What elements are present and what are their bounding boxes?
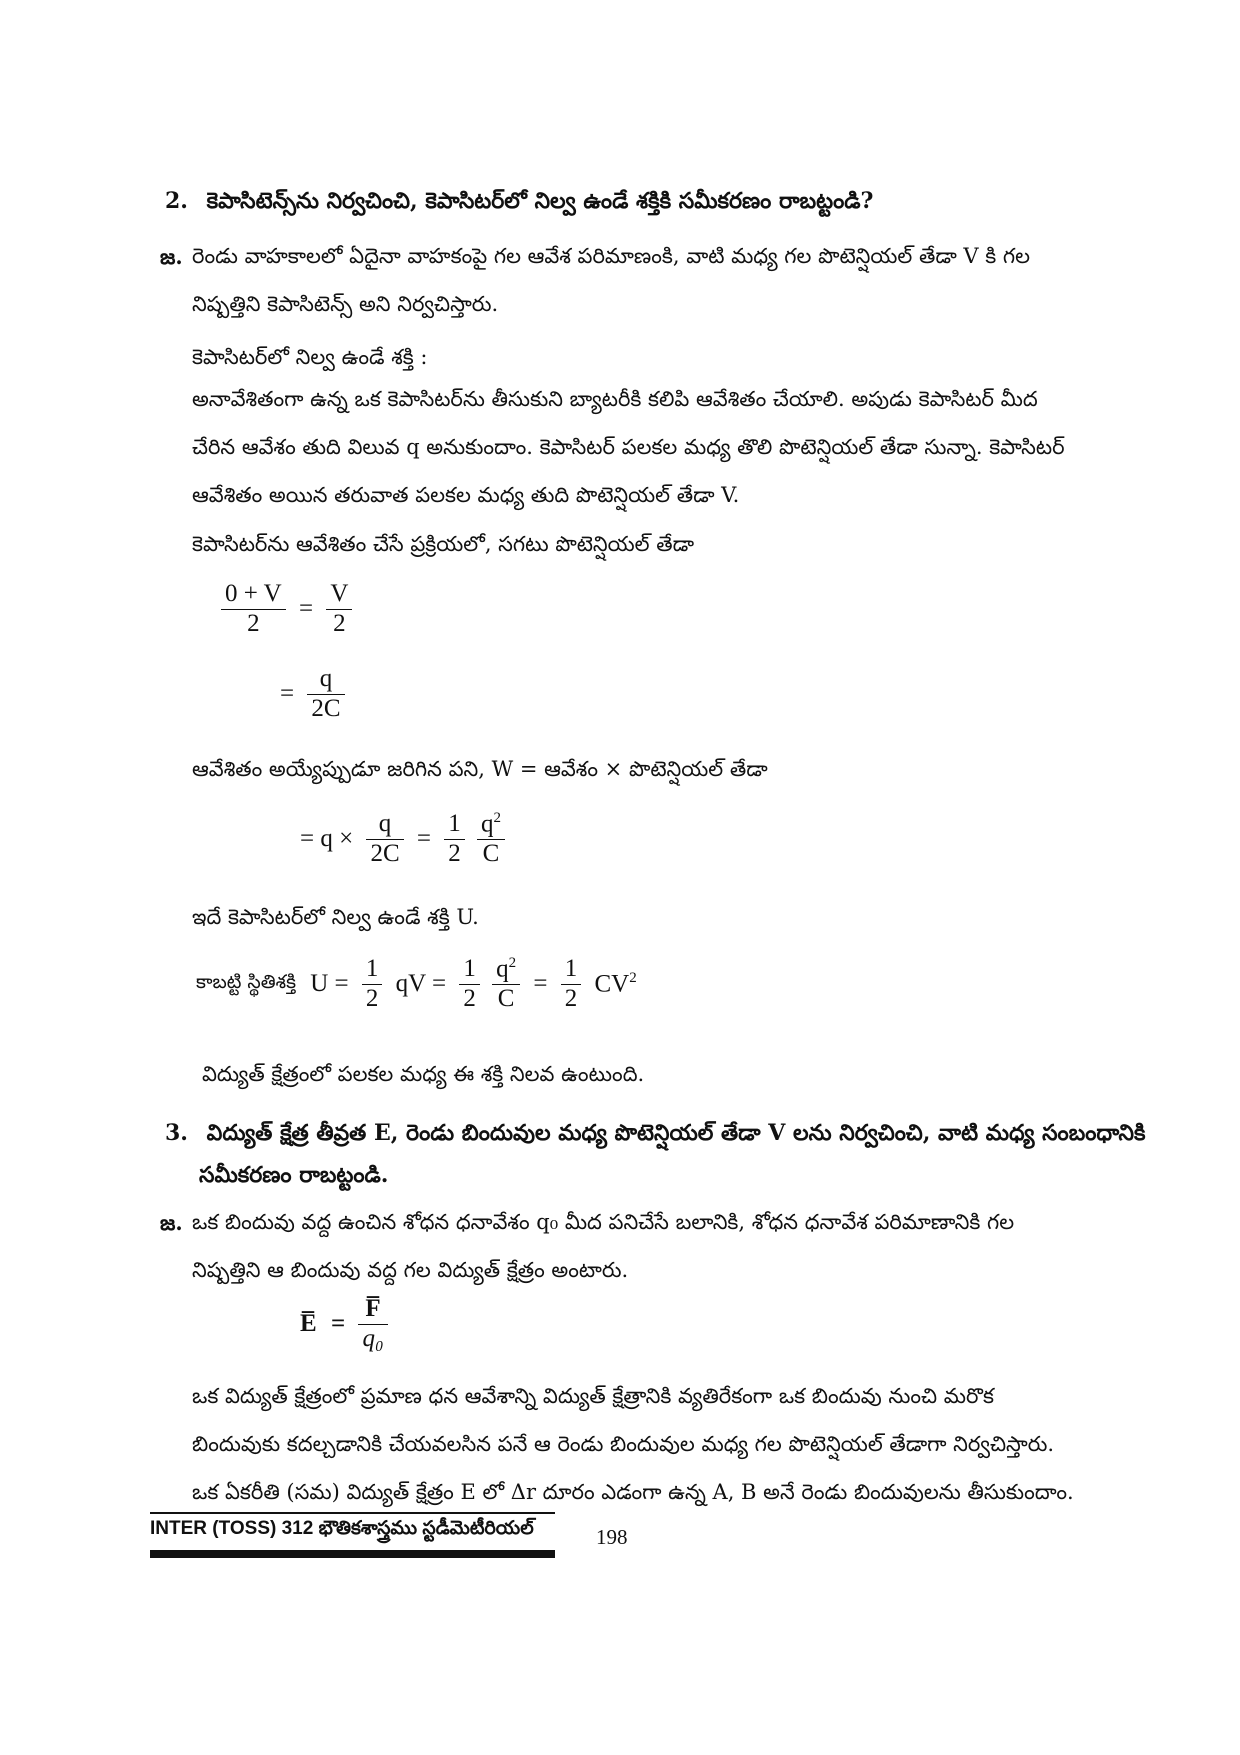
potential-energy-formula: కాబట్టి స్థితిశక్తి U = $\frac{1}{2}$ qV = $\frac{1}{2}$ $\frac{q^2}{C}$ = $\frac{1}{2}$ $CV^2$ <box>196 955 637 1013</box>
fraction-q-over-2c: $\frac{q}{2C}$ <box>307 665 344 724</box>
fraction-one-half: $\frac{1}{2}$ <box>444 810 465 869</box>
fraction-0-plus-v-over-2: $\frac{0 + V}{2}$ <box>221 580 286 639</box>
question-2-heading <box>165 188 873 214</box>
fraction-q-squared-over-c: $\frac{q^2}{C}$ <box>477 810 505 869</box>
q-over-2c-formula: = $\frac{q}{2C}$ <box>276 665 348 724</box>
footer-top-rule <box>150 1512 555 1514</box>
footer-title: INTER (TOSS) 312 భౌతికశాస్త్రము స్టడీమెటీరియల్ <box>150 1518 534 1539</box>
fraction-one-half-b: $\frac{1}{2}$ <box>459 955 480 1014</box>
average-potential-line: కెపాసిటర్‌ను ఆవేశితం చేసే ప్రక్రియలో, సగటు పొటెన్షియల్ తేడా <box>192 532 694 556</box>
potential-difference-line-1: ఒక విద్యుత్ క్షేత్రంలో ప్రమాణ ధన ఆవేశాన్ని విద్యుత్ క్షేత్రానికి వ్యతిరేకంగా ఒక బిందువు నుంచి మరొక <box>192 1384 994 1408</box>
answer-3-definition <box>192 1198 1092 1294</box>
answer-3-line-1: ఒక బిందువు వద్ద ఉంచిన శోధన ధనావేశం q₀ మీద పనిచేసే బలానికి, శోధన ధనావేశ పరిమాణానికి గల <box>192 1210 1015 1234</box>
fraction-one-half-a: $\frac{1}{2}$ <box>362 955 383 1014</box>
footer-bottom-rule <box>150 1550 555 1558</box>
energy-heading: కెపాసిటర్‌లో నిల్వ ఉండే శక్తి : <box>192 345 428 369</box>
fraction-v-over-2: $\frac{V}{2}$ <box>326 580 352 639</box>
fraction-q-squared-over-c-b: $\frac{q^2}{C}$ <box>492 955 520 1014</box>
answer-2-definition <box>192 232 1092 328</box>
page-number: 198 <box>596 1525 628 1549</box>
energy-paragraph-line-1: అనావేశితంగా ఉన్న ఒక కెపాసిటర్‌ను తీసుకుని బ్యాటరీకి కలిపి ఆవేశితం చేయాలి. అపుడు కెపాసిటర్ మీద <box>192 387 1038 411</box>
answer-2-marker: జ. <box>160 244 183 269</box>
fraction-q-over-2c-b: $\frac{q}{2C}$ <box>366 810 403 869</box>
work-done-line: ఆవేశితం అయ్యేప్పుడూ జరిగిన పని, W = ఆవేశం × పొటెన్షియల్ తేడా <box>192 757 768 781</box>
energy-paragraph-line-2: చేరిన ఆవేశం తుది విలువ q అనుకుందాం. కెపాసిటర్ పలకల మధ్య తొలి పొటెన్షియల్ తేడా సున్నా. కెపాసిటర్ <box>192 435 1065 459</box>
question-2-number: 2. <box>165 188 188 214</box>
potential-difference-line-3: ఒక ఏకరీతి (సమ) విద్యుత్ క్షేత్రం E లో Δr దూరం ఎడంగా ఉన్న A, B అనే రెండు బిందువులను తీసుకుందాం. <box>192 1480 1074 1504</box>
question-3-title-line-1: విద్యుత్ క్షేత్ర తీవ్రత E, రెండు బిందువుల మధ్య పొటెన్షియల్ తేడా V లను నిర్వచించి, వాటి మధ్య సంబంధానికి <box>206 1120 1146 1146</box>
potential-difference-line-2: బిందువుకు కదల్చడానికి చేయవలసిన పనే ఆ రెండు బిందువుల మధ్య గల పొటెన్షియల్ తేడాగా నిర్వచిస్తారు. <box>192 1432 1055 1456</box>
field-energy-line: విద్యుత్ క్షేత్రంలో పలకల మధ్య ఈ శక్తి నిలవ ఉంటుంది. <box>202 1062 645 1086</box>
potential-difference-paragraph <box>192 1372 1092 1516</box>
answer-2-line-1: రెండు వాహకాలలో ఏదైనా వాహకంపై గల ఆవేశ పరిమాణంకి, వాటి మధ్య గల పొటెన్షియల్ తేడా V కి గల <box>192 244 1031 268</box>
answer-3-marker: జ. <box>160 1210 183 1235</box>
question-3-title-line-2: సమీకరణం రాబట్టండి. <box>199 1162 389 1188</box>
electric-field-formula: E̅ = $\frac{F̅}{\text{q₀}}$ <box>296 1295 391 1354</box>
question-3-number: 3. <box>165 1120 188 1146</box>
answer-3-line-2: నిష్పత్తిని ఆ బిందువు వద్ద గల విద్యుత్ క్షేత్రం అంటారు. <box>192 1258 629 1282</box>
question-2-title: కెపాసిటెన్స్‌ను నిర్వచించి, కెపాసిటర్‌లో నిల్వ ఉండే శక్తికి సమీకరణం రాబట్టండి? <box>206 188 874 214</box>
question-3-heading <box>165 1112 1146 1154</box>
answer-2-line-2: నిష్పత్తిని కెపాసిటెన్స్ అని నిర్వచిస్తారు. <box>192 292 499 316</box>
fraction-one-half-c: $\frac{1}{2}$ <box>561 955 582 1014</box>
work-formula: = q × $\frac{q}{2C}$ = $\frac{1}{2}$ $\frac{q^2}{C}$ <box>296 810 508 869</box>
average-potential-formula: $\frac{0 + V}{2}$ = $\frac{V}{2}$ <box>218 580 355 639</box>
fraction-f-over-q0: $\frac{F̅}{\text{q₀}}$ <box>358 1295 387 1354</box>
energy-paragraph <box>192 375 1092 519</box>
stored-energy-line: ఇదే కెపాసిటర్‌లో నిల్వ ఉండే శక్తి U. <box>192 905 479 929</box>
energy-paragraph-line-3: ఆవేశితం అయిన తరువాత పలకల మధ్య తుది పొటెన్షియల్ తేడా V. <box>192 483 740 507</box>
